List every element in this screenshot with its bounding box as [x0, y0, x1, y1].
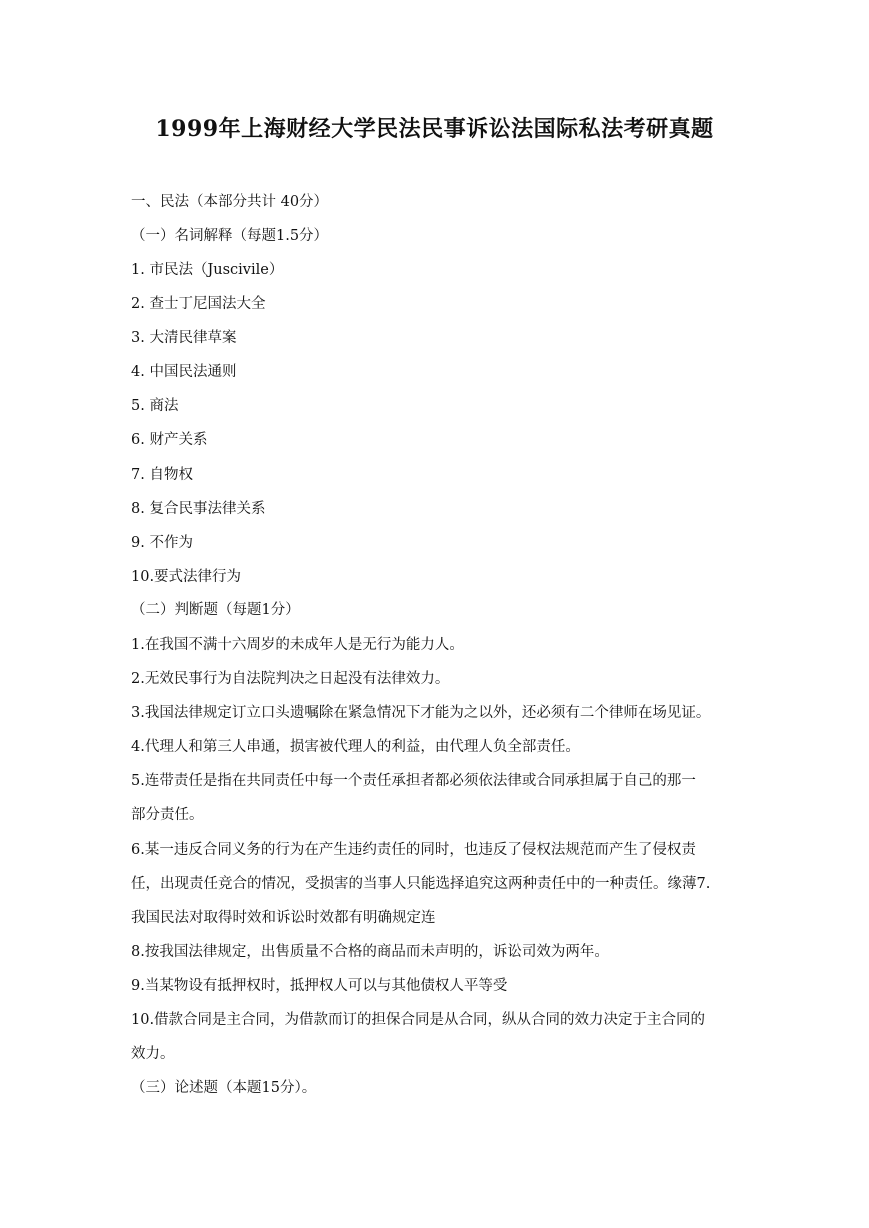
- list-item: 9. 不作为: [131, 535, 193, 551]
- list-item: 3. 大清民律草案: [131, 330, 237, 346]
- section-heading: 一、民法（本部分共计 40分）: [131, 194, 329, 210]
- list-item: 5.连带责任是指在共同责任中每一个责任承担者都必须依法律或合同承担属于自己的那一: [131, 773, 696, 789]
- list-item-continuation: 任，出现责任竞合的情况，受损害的当事人只能选择追究这两种责任中的一种责任。缘薄7.: [131, 876, 711, 892]
- list-item: 3.我国法律规定订立口头遗嘱除在紧急情况下才能为之以外，还必须有二个律师在场见证。: [131, 705, 711, 721]
- list-item-continuation: 效力。: [131, 1046, 175, 1062]
- list-item: 8. 复合民事法律关系: [131, 501, 266, 517]
- list-item: 9.当某物设有抵押权时，抵押权人可以与其他债权人平等受: [131, 978, 508, 994]
- list-item: 2.无效民事行为自法院判决之日起没有法律效力。: [131, 671, 450, 687]
- list-item: 8.按我国法律规定，出售质量不合格的商品而未声明的，诉讼司效为两年。: [131, 944, 609, 960]
- list-item: 6. 财产关系: [131, 432, 208, 448]
- list-item: 4.代理人和第三人串通，损害被代理人的利益，由代理人负全部责任。: [131, 739, 580, 755]
- list-item: 5. 商法: [131, 398, 179, 414]
- subsection-heading: （二）判断题（每题1分）: [131, 602, 300, 618]
- list-item: 10.借款合同是主合同，为借款而订的担保合同是从合同，纵从合同的效力决定于主合同的: [131, 1012, 706, 1028]
- subsection-heading: （一）名词解释（每题1.5分）: [131, 228, 329, 244]
- list-item: 1.在我国不满十六周岁的未成年人是无行为能力人。: [131, 637, 464, 653]
- list-item: 6.某一违反合同义务的行为在产生违约责任的同时，也违反了侵权法规范而产生了侵权责: [131, 842, 696, 858]
- list-item-continuation: 我国民法对取得时效和诉讼时效都有明确规定连: [131, 910, 436, 926]
- document-title: 1999年上海财经大学民法民事诉讼法国际私法考研真题: [155, 116, 714, 142]
- list-item: 2. 查士丁尼国法大全: [131, 296, 266, 312]
- list-item: 4. 中国民法通则: [131, 364, 237, 380]
- subsection-heading: （三）论述题（本题15分）。: [131, 1080, 317, 1096]
- list-item: 1. 市民法（Juscivile）: [131, 262, 284, 278]
- list-item: 10.要式法律行为: [131, 569, 242, 585]
- list-item-continuation: 部分责任。: [131, 807, 204, 823]
- list-item: 7. 自物权: [131, 467, 193, 483]
